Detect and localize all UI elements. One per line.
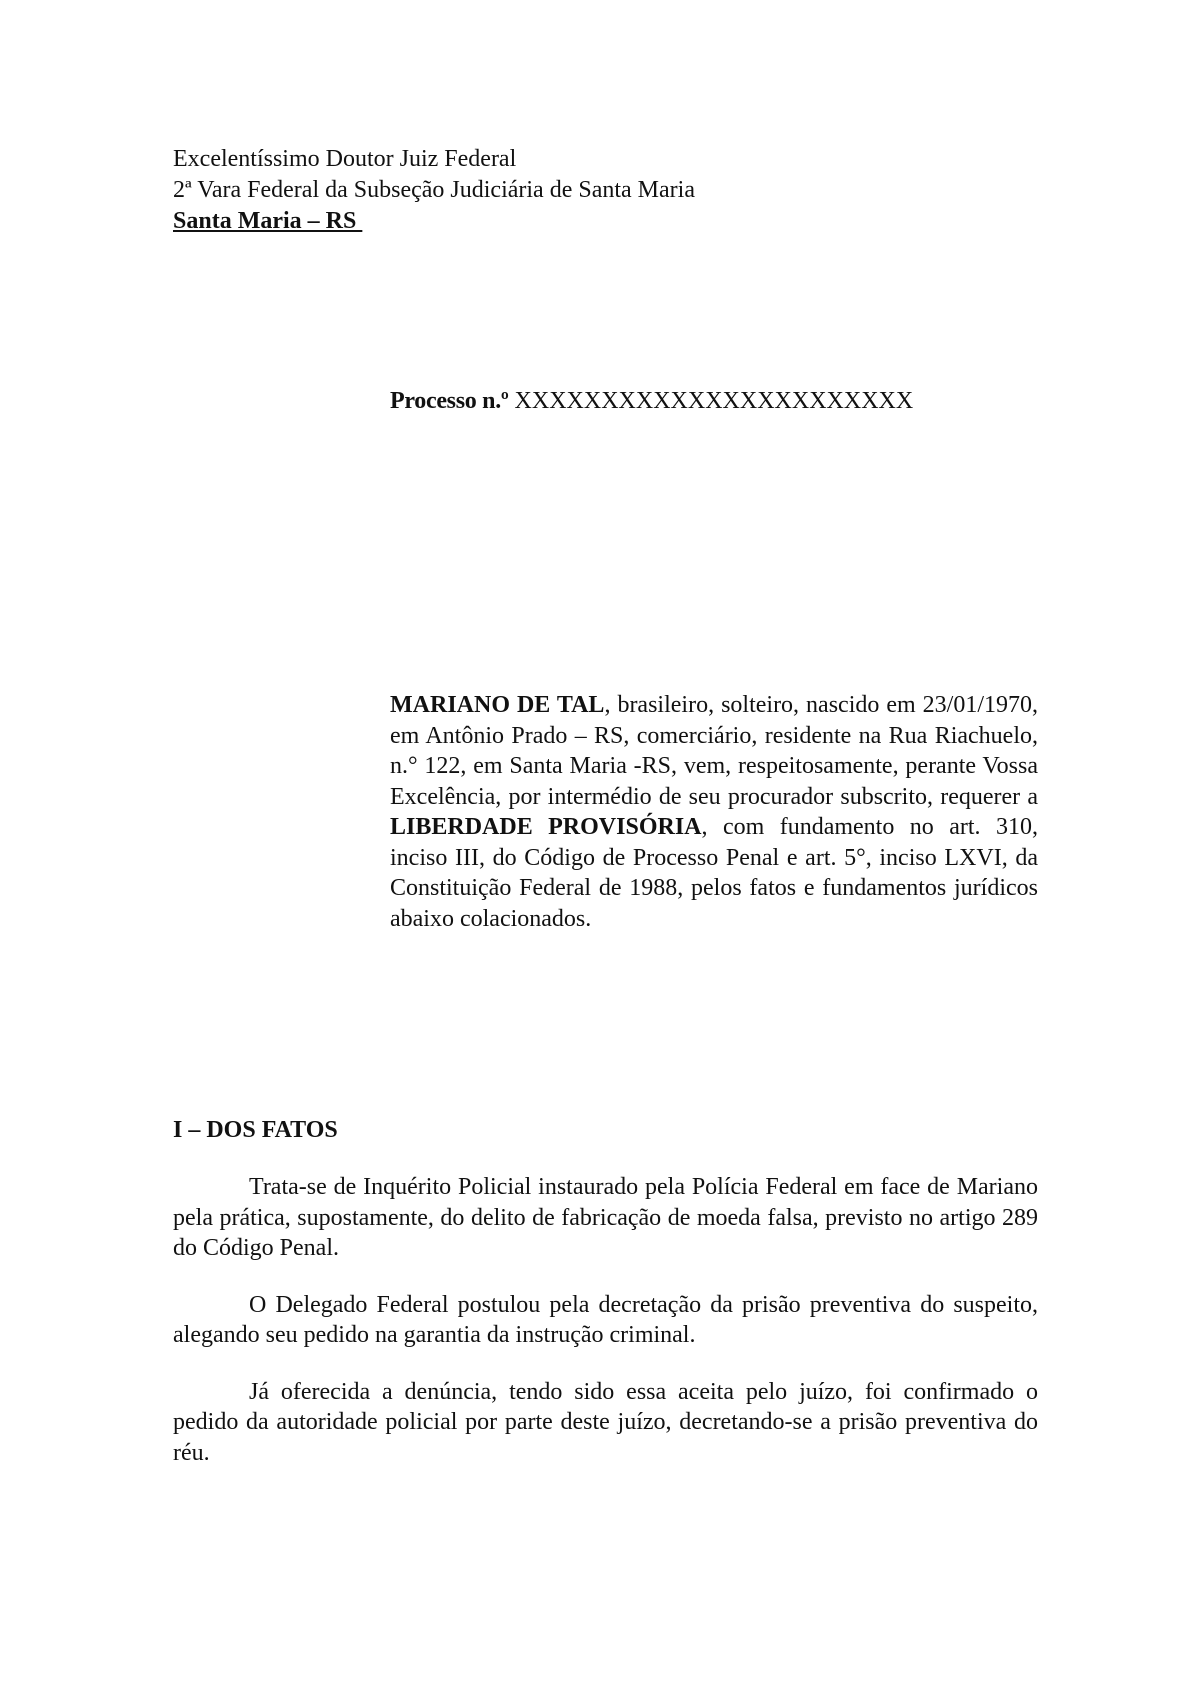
facts-paragraph: Já oferecida a denúncia, tendo sido essa aceita pelo juízo, foi confirmado o pedido da autoridade policial por parte deste juízo, decretando-se a prisão preventiva do réu. — [173, 1378, 1038, 1466]
process-number-line — [390, 386, 913, 417]
qualification-text-1: , brasileiro, solteiro, nascido em 23/01/1970, em Antônio Prado – RS, comerciário, residente na Rua Riachuelo, n.° 122, em Santa Maria -RS, vem, respeitosamente, perante Vossa Excelência, por intermédio de seu procurador subscrito, requerer a — [390, 692, 1038, 810]
process-number-value: XXXXXXXXXXXXXXXXXXXXXXX — [514, 388, 914, 414]
addressee-line-judge: Excelentíssimo Doutor Juiz Federal — [173, 146, 517, 172]
facts-paragraph: O Delegado Federal postulou pela decretação da prisão preventiva do suspeito, alegando seu pedido na garantia da instrução criminal. — [173, 1291, 1038, 1348]
section-title-facts: I – DOS FATOS — [173, 1117, 338, 1143]
request-type: LIBERDADE PROVISÓRIA — [390, 814, 702, 840]
addressee-block — [173, 144, 1073, 237]
qualification-text-2: , com fundamento no art. 310, inciso III, do Código de Processo Penal e art. 5°, inciso LXVI, da Constituição Federal de 1988, pelos fatos e fundamentos jurídicos abaixo colacionados. — [390, 814, 1038, 932]
process-number-label: Processo n.º — [390, 388, 509, 414]
defendant-name: MARIANO DE TAL — [390, 692, 605, 718]
facts-paragraph: Trata-se de Inquérito Policial instaurado pela Polícia Federal em face de Mariano pela prática, supostamente, do delito de fabricação de moeda falsa, previsto no artigo 289 do Código Penal. — [173, 1174, 1038, 1261]
qualification-paragraph — [390, 690, 1038, 934]
facts-section — [173, 1172, 1038, 1494]
addressee-line-court: 2ª Vara Federal da Subseção Judiciária de Santa Maria — [173, 177, 695, 203]
addressee-line-city: Santa Maria – RS — [173, 208, 363, 234]
